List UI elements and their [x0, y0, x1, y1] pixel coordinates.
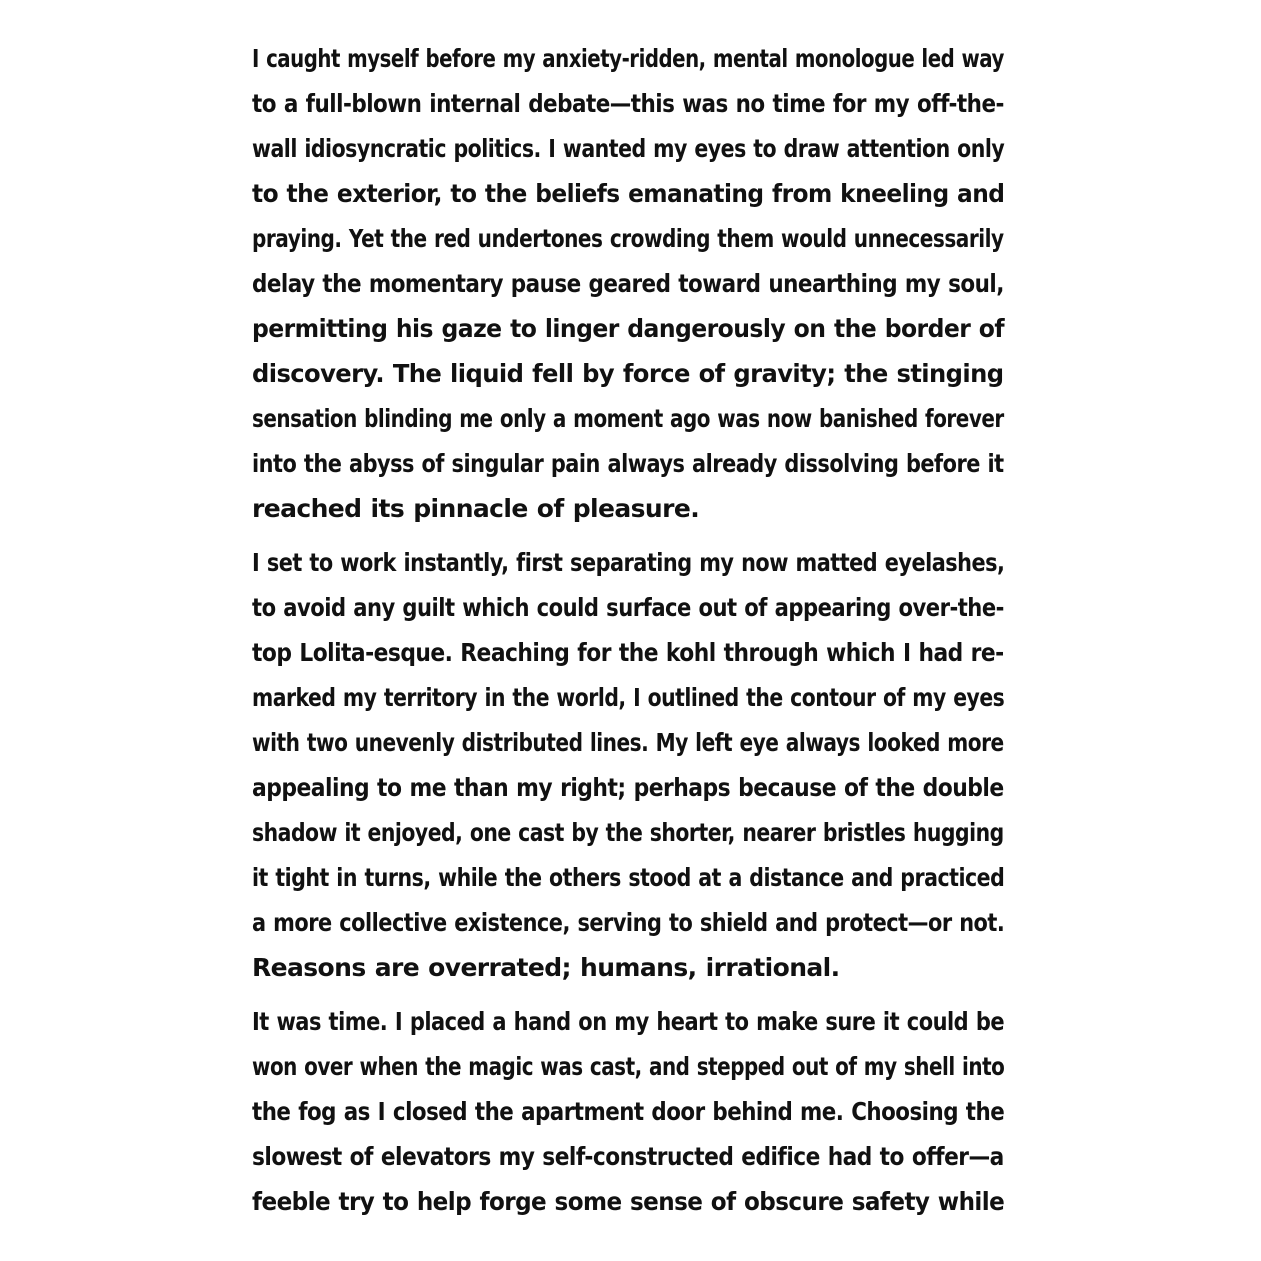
document-page [252, 36, 1008, 1233]
paragraph-3 [252, 999, 1008, 1224]
text-line: to the exterior, to the beliefs emanating from kneeling and [252, 179, 1005, 208]
text-line: it tight in turns, while the others stood at a distance and practiced [252, 863, 1005, 892]
text-line: into the abyss of singular pain always already dissolving before it [252, 449, 1004, 478]
text-line: top Lolita-esque. Reaching for the kohl through which I had re- [252, 638, 1004, 667]
text-line: the fog as I closed the apartment door behind me. Choosing the [252, 1097, 1005, 1126]
text-line: It was time. I placed a hand on my heart to make sure it could be [252, 1007, 1005, 1036]
paragraph-1 [252, 36, 1008, 531]
text-line: to a full-blown internal debate—this was no time for my off-the- [252, 89, 1004, 118]
text-line: praying. Yet the red undertones crowding them would unnecessarily [252, 224, 1004, 253]
text-line: reached its pinnacle of pleasure. [252, 494, 700, 523]
text-line: feeble try to help forge some sense of obscure safety while [252, 1187, 1005, 1216]
text-line: sensation blinding me only a moment ago was now banished forever [252, 404, 1004, 433]
text-line: permitting his gaze to linger dangerously on the border of [252, 314, 1005, 343]
text-line: I caught myself before my anxiety-ridden, mental monologue led way [252, 44, 1004, 73]
text-line: a more collective existence, serving to shield and protect—or not. [252, 908, 1005, 937]
text-line: won over when the magic was cast, and stepped out of my shell into [252, 1052, 1005, 1081]
text-line: delay the momentary pause geared toward unearthing my soul, [252, 269, 1004, 298]
text-line: wall idiosyncratic politics. I wanted my eyes to draw attention only [252, 134, 1005, 163]
text-line: discovery. The liquid fell by force of gravity; the stinging [252, 359, 1004, 388]
text-line: to avoid any guilt which could surface out of appearing over-the- [252, 593, 1004, 622]
paragraph-2 [252, 540, 1008, 990]
text-line: shadow it enjoyed, one cast by the shorter, nearer bristles hugging [252, 818, 1004, 847]
text-line: Reasons are overrated; humans, irrational. [252, 953, 840, 982]
text-line: slowest of elevators my self-constructed edifice had to offer—a [252, 1142, 1004, 1171]
text-line: I set to work instantly, first separating my now matted eyelashes, [252, 548, 1005, 577]
text-line: marked my territory in the world, I outlined the contour of my eyes [252, 683, 1005, 712]
text-line: with two unevenly distributed lines. My left eye always looked more [252, 728, 1004, 757]
text-line: appealing to me than my right; perhaps because of the double [252, 773, 1004, 802]
